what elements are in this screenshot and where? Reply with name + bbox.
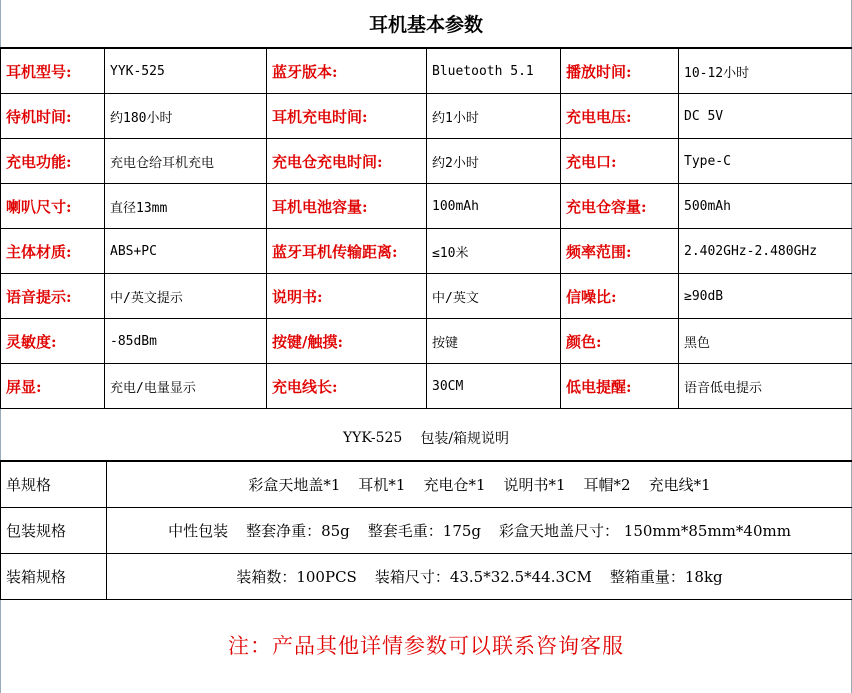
packaging-row [1,462,852,508]
spec-label: 蓝牙耳机传输距离: [267,229,427,274]
spec-row [1,139,852,184]
spec-value: ABS+PC [105,229,267,274]
spec-label: 信噪比: [561,274,679,319]
spec-row [1,94,852,139]
packaging-item: 整箱重量：18kg [609,568,723,586]
packaging-item: 彩盒天地盖尺寸： 150mm*85mm*40mm [499,522,791,540]
spec-value: 充电/电量显示 [105,364,267,409]
spec-value: ≥90dB [679,274,852,319]
spec-value: 500mAh [679,184,852,229]
packaging-item: 中性包装 [168,522,229,540]
spec-value: 30CM [427,364,561,409]
packaging-label: 包装规格 [1,508,107,554]
spec-row [1,274,852,319]
page-title: 耳机基本参数 [0,0,852,48]
spec-row [1,229,852,274]
spec-label: 屏显: [1,364,105,409]
packaging-label: 装箱规格 [1,554,107,600]
packaging-item: 整套毛重：175g [367,522,482,540]
spec-value: 中/英文提示 [105,274,267,319]
spec-value: 充电仓给耳机充电 [105,139,267,184]
packaging-title [0,416,852,461]
spec-value: 黑色 [679,319,852,364]
spec-value: 按键 [427,319,561,364]
packaging-item: 彩盒天地盖*1 [248,476,341,494]
spec-value: 约180小时 [105,94,267,139]
packaging-value [107,462,852,508]
spec-value: 10-12小时 [679,49,852,94]
spec-row [1,364,852,409]
spec-label: 充电线长: [267,364,427,409]
packaging-item: 耳机*1 [358,476,406,494]
spec-label: 待机时间: [1,94,105,139]
spec-label: 充电仓充电时间: [267,139,427,184]
spec-value: Bluetooth 5.1 [427,49,561,94]
spec-label: 蓝牙版本: [267,49,427,94]
spec-label: 耳机充电时间: [267,94,427,139]
spec-value: 100mAh [427,184,561,229]
packaging-label: 单规格 [1,462,107,508]
spec-value: 语音低电提示 [679,364,852,409]
packaging-title-text: 包装/箱规说明 [420,431,510,447]
spec-label: 语音提示: [1,274,105,319]
packaging-row [1,508,852,554]
spec-value: DC 5V [679,94,852,139]
spec-label: 灵敏度: [1,319,105,364]
packaging-item: 耳帽*2 [583,476,631,494]
packaging-item: 装箱尺寸：43.5*32.5*44.3CM [374,568,592,586]
packaging-model: YYK-525 [342,430,403,446]
contact-note: 注：产品其他详情参数可以联系咨询客服 [228,634,624,658]
packaging-item: 说明书*1 [503,476,566,494]
spec-row [1,184,852,229]
packaging-value [107,508,852,554]
spec-label: 颜色: [561,319,679,364]
spec-label: 主体材质: [1,229,105,274]
spec-label: 充电口: [561,139,679,184]
spec-value: 约2小时 [427,139,561,184]
spec-value: ≤10米 [427,229,561,274]
packaging-item: 装箱数：100PCS [236,568,357,586]
spec-label: 播放时间: [561,49,679,94]
packaging-row [1,554,852,600]
spec-label: 充电仓容量: [561,184,679,229]
packaging-item: 充电线*1 [648,476,711,494]
spec-label: 说明书: [267,274,427,319]
spec-value: YYK-525 [105,49,267,94]
spec-value: 2.402GHz-2.480GHz [679,229,852,274]
spec-label: 耳机电池容量: [267,184,427,229]
spec-table [0,48,852,409]
spec-label: 充电电压: [561,94,679,139]
packaging-table [0,461,852,600]
spec-label: 频率范围: [561,229,679,274]
spec-value: 约1小时 [427,94,561,139]
spec-label: 低电提醒: [561,364,679,409]
spec-row [1,49,852,94]
spec-label: 按键/触摸: [267,319,427,364]
spec-value: 中/英文 [427,274,561,319]
packaging-item: 整套净重：85g [246,522,350,540]
spec-value: -85dBm [105,319,267,364]
spec-value: 直径13mm [105,184,267,229]
packaging-item: 充电仓*1 [423,476,486,494]
spec-label: 喇叭尺寸: [1,184,105,229]
packaging-value [107,554,852,600]
spec-label: 耳机型号: [1,49,105,94]
spec-value: Type-C [679,139,852,184]
spec-row [1,319,852,364]
spec-label: 充电功能: [1,139,105,184]
